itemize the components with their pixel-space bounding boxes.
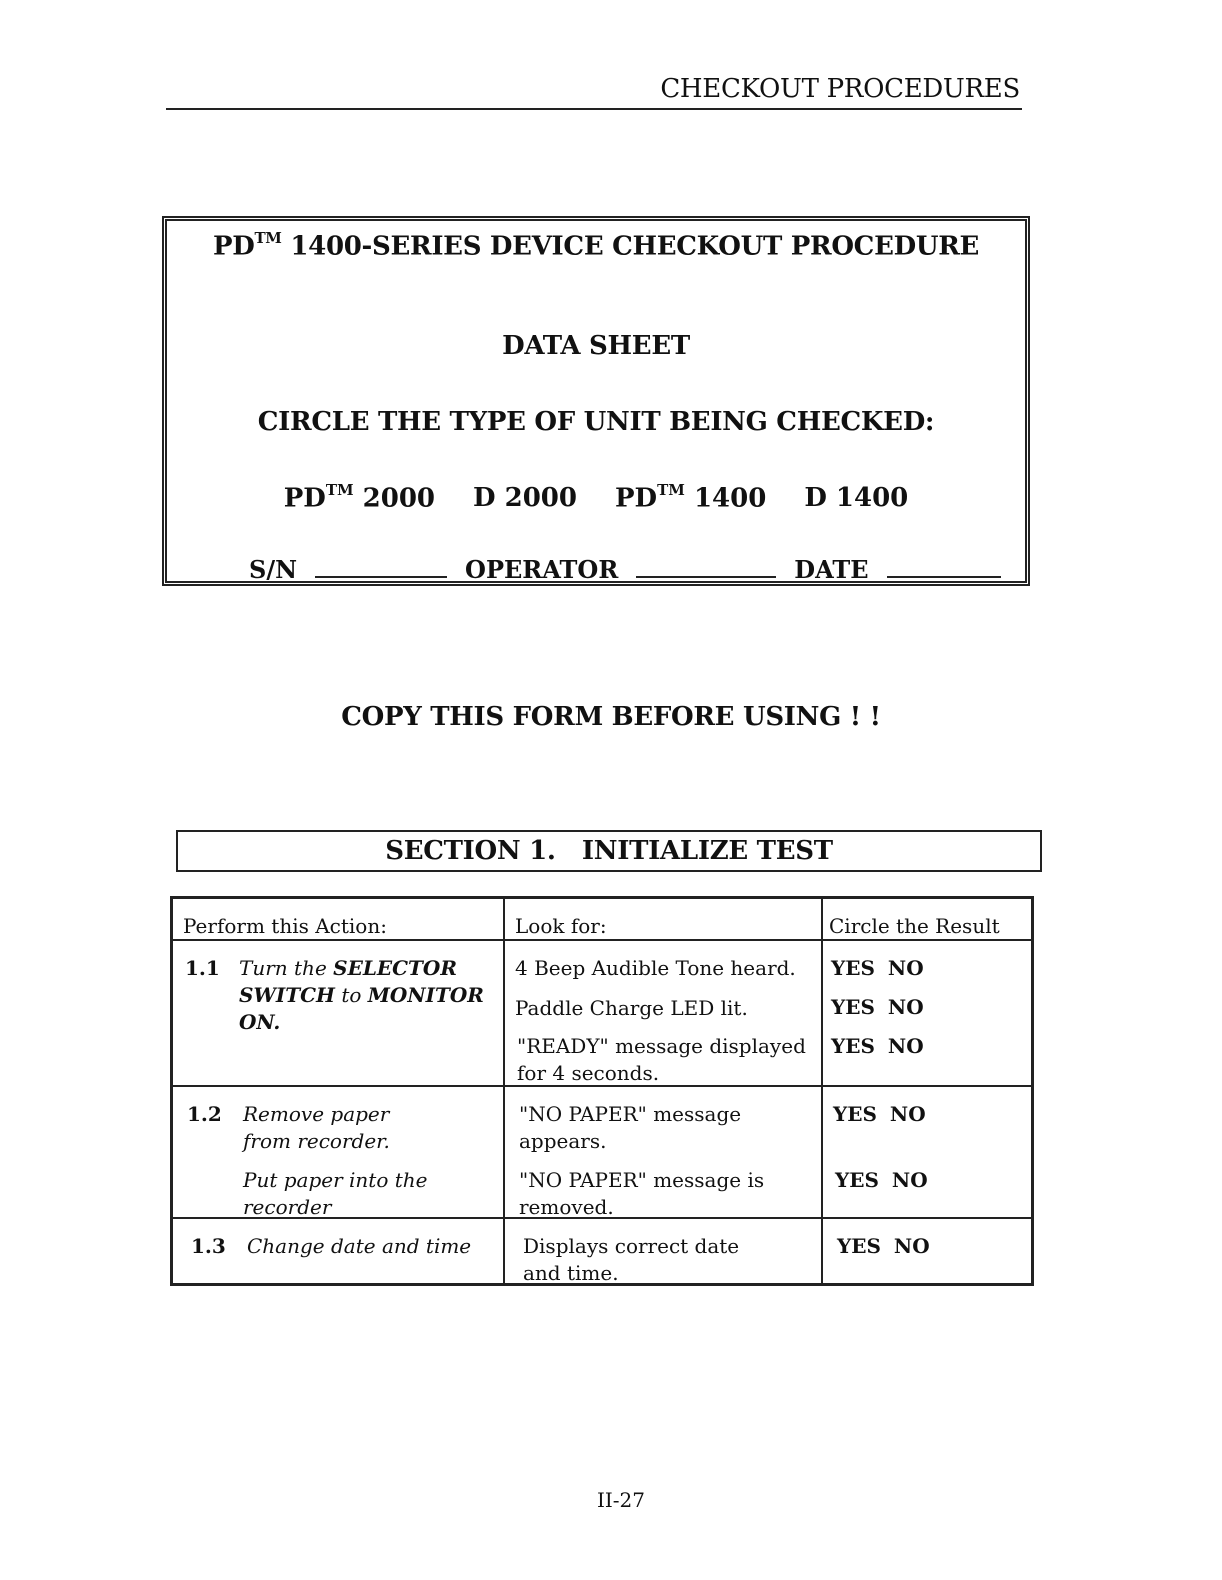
step-action: Change date and time [247, 1234, 472, 1258]
check-item: Paddle Charge LED lit. [515, 996, 748, 1020]
step-action: Turn the SELECTOR SWITCH to MONITOR ON. [239, 956, 484, 1034]
unit-option-d2000[interactable]: D 2000 [473, 483, 577, 513]
serial-number-field[interactable] [315, 576, 447, 578]
result-yes-no[interactable]: YES NO [837, 1234, 930, 1258]
result-yes-no[interactable]: YES NO [831, 956, 924, 980]
result-yes-no[interactable]: YES NO [833, 1102, 926, 1126]
data-sheet-subtitle: DATA SHEET [502, 331, 690, 361]
step-number: 1.2 [187, 1102, 222, 1126]
column-divider [821, 899, 823, 1283]
step-action: Remove paper from recorder. [243, 1102, 390, 1153]
unit-type-instruction: CIRCLE THE TYPE OF UNIT BEING CHECKED: [257, 407, 935, 437]
step-number: 1.1 [185, 956, 220, 980]
column-divider [503, 899, 505, 1283]
unit-option-pd2000[interactable]: PD™ 2000 [283, 481, 436, 514]
unit-type-options [167, 483, 1025, 514]
header-rule [166, 108, 1022, 110]
data-sheet-box [162, 216, 1030, 586]
data-sheet-title: PD™ 1400-SERIES DEVICE CHECKOUT PROCEDURE [212, 229, 980, 262]
column-header-action: Perform this Action: [183, 914, 387, 938]
page-number: II-27 [596, 1488, 645, 1512]
signature-fields [249, 555, 1019, 584]
check-item: "NO PAPER" message appears. [519, 1102, 742, 1153]
result-yes-no[interactable]: YES NO [831, 1034, 924, 1058]
unit-option-pd1400[interactable]: PD™ 1400 [615, 481, 767, 514]
result-yes-no[interactable]: YES NO [831, 995, 924, 1019]
section-heading: SECTION 1. INITIALIZE TEST [176, 830, 1042, 872]
step-action: Put paper into the recorder [243, 1168, 428, 1219]
check-item: "NO PAPER" message is removed. [519, 1168, 765, 1219]
date-label: DATE [794, 555, 869, 584]
check-item: Displays correct date and time. [523, 1234, 740, 1285]
check-item: 4 Beep Audible Tone heard. [515, 956, 796, 980]
serial-number-label: S/N [249, 555, 298, 584]
operator-field[interactable] [636, 576, 776, 578]
checkout-table [170, 896, 1034, 1286]
step-number: 1.3 [191, 1234, 226, 1258]
date-field[interactable] [887, 576, 1001, 578]
operator-label: OPERATOR [465, 555, 619, 584]
result-yes-no[interactable]: YES NO [835, 1168, 928, 1192]
copy-form-note: COPY THIS FORM BEFORE USING ! ! [341, 702, 881, 732]
column-header-result: Circle the Result [829, 914, 1000, 938]
column-header-look-for: Look for: [515, 914, 607, 938]
unit-option-d1400[interactable]: D 1400 [804, 483, 909, 513]
check-item: "READY" message displayed for 4 seconds. [517, 1034, 806, 1085]
running-header: CHECKOUT PROCEDURES [660, 74, 1020, 104]
